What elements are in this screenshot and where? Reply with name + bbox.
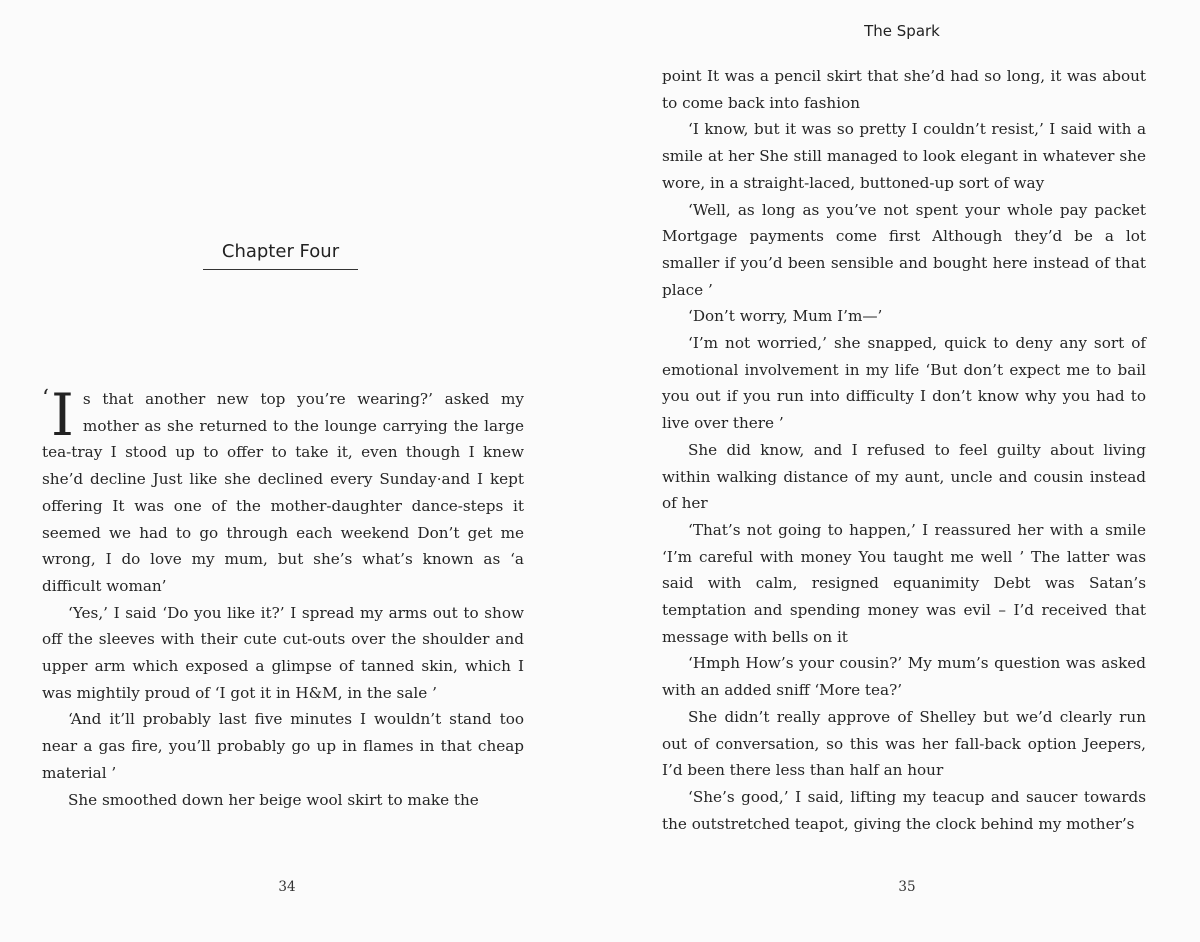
opening-paragraph	[42, 381, 524, 600]
paragraph: She did know, and I refused to feel guilty about living within walking distance of my aunt, uncle and cousin instead of her	[662, 440, 1146, 513]
paragraph: ‘Well, as long as you’ve not spent your whole pay packet Mortgage payments come first Although they’d be a lot smaller if you’d been sensible and bought here instead of that place ’	[662, 200, 1146, 299]
right-page	[600, 0, 1200, 942]
opening-quote-mark: ‘	[42, 386, 49, 411]
paragraph: She didn’t really approve of Shelley but we’d clearly run out of conversation, so this was her fall-back option Jeepers, I’d been there less than half an hour	[662, 707, 1146, 780]
paragraph: ‘Hmph How’s your cousin?’ My mum’s question was asked with an added sniff ‘More tea?’	[662, 654, 1146, 700]
opening-paragraph-text: s that another new top you’re wearing?’ asked my mother as she returned to the lounge carrying the large tea-tray I stood up to offer to take it, even though I knew she’d decline Just like she declined every Sunday·and I kept offering It was one of the mother-daughter dance-steps it seemed we had to go through each weekend Don’t get me wrong, I do love my mum, but she’s what’s known as ‘a difficult woman’	[42, 390, 524, 595]
paragraph: ‘That’s not going to happen,’ I reassured her with a smile ‘I’m careful with money You taught me well ’ The latter was said with calm, resigned equanimity Debt was Satan’s temptation and spending money was evil – I’d received that message with bells on it	[662, 520, 1146, 646]
drop-cap: I	[51, 381, 74, 449]
paragraph: ‘I know, but it was so pretty I couldn’t resist,’ I said with a smile at her She still managed to look elegant in whatever she wore, in a straight-laced, buttoned-up sort of way	[662, 120, 1146, 192]
paragraph: ‘She’s good,’ I said, lifting my teacup and saucer towards the outstretched teapot, giving the clock behind my mother’s	[662, 787, 1146, 833]
right-page-text	[662, 63, 1146, 837]
paragraph: ‘Yes,’ I said ‘Do you like it?’ I spread my arms out to show off the sleeves with their cute cut-outs over the shoulder and upper arm which exposed a glimpse of tanned skin, which I was mightily proud of ‘I got it in H&M, in the sale ’	[42, 603, 524, 702]
running-head: The Spark	[864, 22, 940, 40]
chapter-title: Chapter Four	[203, 241, 358, 270]
paragraph: She smoothed down her beige wool skirt to make the	[68, 790, 479, 809]
paragraph: ‘And it’ll probably last five minutes I wouldn’t stand too near a gas fire, you’ll probably go up in flames in that cheap material ’	[42, 710, 524, 782]
continued-paragraph: point It was a pencil skirt that she’d had so long, it was about to come back into fashion	[662, 67, 1146, 112]
page-number: 35	[898, 879, 916, 895]
page-number: 34	[278, 879, 296, 895]
left-page-text	[42, 381, 524, 813]
paragraph: ‘Don’t worry, Mum I’m—’	[688, 307, 883, 326]
paragraph: ‘I’m not worried,’ she snapped, quick to deny any sort of emotional involvement in my life ‘But don’t expect me to bail you out if you run into difficulty I don’t know why you had to live over there ’	[662, 334, 1146, 433]
